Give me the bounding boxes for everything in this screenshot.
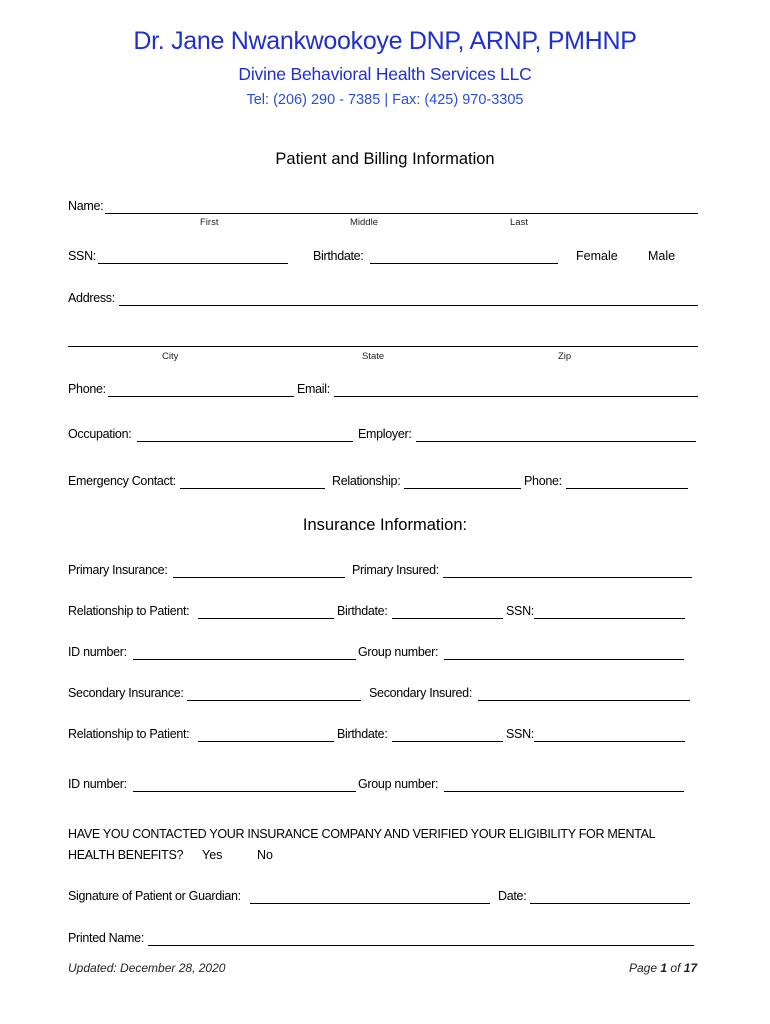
verification-question-line1: HAVE YOU CONTACTED YOUR INSURANCE COMPANY AND VERIFIED YOUR ELIGIBILITY FOR MENTAL	[68, 827, 656, 841]
printed-name-label: Printed Name:	[68, 931, 144, 945]
printed-name-field[interactable]	[148, 945, 694, 946]
primary-relationship-label: Relationship to Patient:	[68, 604, 190, 618]
insurance-section-heading: Insurance Information:	[302, 516, 468, 534]
birthdate-label: Birthdate:	[313, 249, 364, 263]
address-label: Address:	[68, 291, 115, 305]
secondary-group-label: Group number:	[358, 777, 439, 791]
updated-date: Updated: December 28, 2020	[68, 961, 226, 975]
address-city-state-zip-field[interactable]	[68, 346, 698, 347]
primary-group-label: Group number:	[358, 645, 439, 659]
page-current: 1	[660, 961, 668, 975]
name-label: Name:	[68, 199, 104, 213]
secondary-birthdate-label: Birthdate:	[337, 727, 388, 741]
occupation-label: Occupation:	[68, 427, 132, 441]
phone-field[interactable]	[108, 396, 294, 397]
emergency-phone-label: Phone:	[524, 474, 562, 488]
name-field[interactable]	[105, 213, 698, 214]
primary-ssn-label: SSN:	[506, 604, 534, 618]
name-first-caption: First	[200, 217, 219, 228]
primary-id-field[interactable]	[133, 659, 356, 660]
primary-relationship-field[interactable]	[198, 618, 334, 619]
secondary-ssn-label: SSN:	[506, 727, 534, 741]
email-field[interactable]	[334, 396, 698, 397]
secondary-ssn-field[interactable]	[534, 741, 685, 742]
verification-question-line2: HEALTH BENEFITS?	[68, 848, 184, 862]
verification-yes-option[interactable]: Yes	[202, 848, 223, 862]
employer-field[interactable]	[416, 441, 696, 442]
secondary-insurance-label: Secondary Insurance:	[68, 686, 184, 700]
name-last-caption: Last	[510, 217, 528, 228]
patient-section-heading: Patient and Billing Information	[275, 150, 495, 168]
secondary-relationship-label: Relationship to Patient:	[68, 727, 190, 741]
primary-group-field[interactable]	[444, 659, 684, 660]
emergency-contact-label: Emergency Contact:	[68, 474, 176, 488]
address-zip-caption: Zip	[558, 351, 572, 362]
email-label: Email:	[297, 382, 330, 396]
birthdate-field[interactable]	[370, 263, 558, 264]
male-option[interactable]: Male	[648, 249, 676, 263]
name-middle-caption: Middle	[350, 217, 378, 228]
relationship-field[interactable]	[404, 488, 521, 489]
emergency-phone-field[interactable]	[566, 488, 688, 489]
phone-label: Phone:	[68, 382, 106, 396]
practice-name: Divine Behavioral Health Services LLC	[238, 64, 532, 84]
page-indicator	[629, 961, 697, 975]
primary-birthdate-label: Birthdate:	[337, 604, 388, 618]
primary-ssn-field[interactable]	[534, 618, 685, 619]
verification-no-option[interactable]: No	[257, 848, 273, 862]
secondary-id-field[interactable]	[133, 791, 356, 792]
emergency-contact-field[interactable]	[180, 488, 325, 489]
signature-field[interactable]	[250, 903, 490, 904]
date-field[interactable]	[530, 903, 690, 904]
address-state-caption: State	[362, 351, 385, 362]
primary-insurance-label: Primary Insurance:	[68, 563, 168, 577]
contact-line: Tel: (206) 290 - 7385 | Fax: (425) 970-3305	[246, 92, 524, 108]
primary-insurance-field[interactable]	[173, 577, 345, 578]
secondary-insurance-field[interactable]	[187, 700, 361, 701]
occupation-field[interactable]	[137, 441, 353, 442]
page-prefix: Page	[629, 961, 658, 975]
secondary-id-label: ID number:	[68, 777, 127, 791]
address-street-field[interactable]	[119, 305, 698, 306]
address-city-caption: City	[162, 351, 179, 362]
primary-id-label: ID number:	[68, 645, 127, 659]
female-option[interactable]: Female	[576, 249, 618, 263]
primary-insured-label: Primary Insured:	[352, 563, 439, 577]
ssn-label: SSN:	[68, 249, 96, 263]
page-of: of	[670, 961, 681, 975]
secondary-birthdate-field[interactable]	[392, 741, 503, 742]
secondary-group-field[interactable]	[444, 791, 684, 792]
employer-label: Employer:	[358, 427, 412, 441]
secondary-relationship-field[interactable]	[198, 741, 334, 742]
page-total: 17	[683, 961, 698, 975]
practitioner-title: Dr. Jane Nwankwookoye DNP, ARNP, PMHNP	[133, 27, 637, 55]
date-label: Date:	[498, 889, 527, 903]
primary-birthdate-field[interactable]	[392, 618, 503, 619]
ssn-field[interactable]	[98, 263, 288, 264]
relationship-label: Relationship:	[332, 474, 401, 488]
secondary-insured-field[interactable]	[478, 700, 690, 701]
primary-insured-field[interactable]	[443, 577, 692, 578]
signature-label: Signature of Patient or Guardian:	[68, 889, 241, 903]
secondary-insured-label: Secondary Insured:	[369, 686, 472, 700]
